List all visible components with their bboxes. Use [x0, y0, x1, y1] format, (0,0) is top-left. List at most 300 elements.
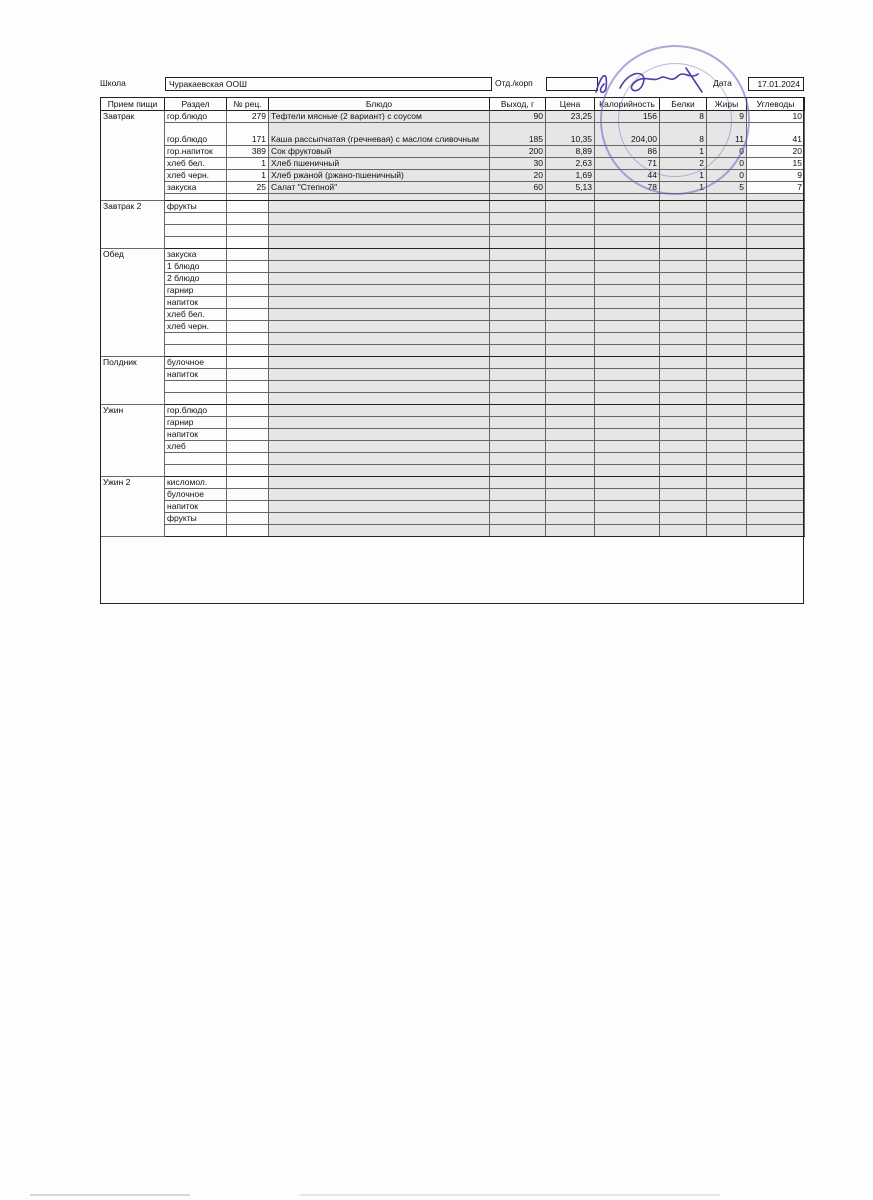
- empty-cell: [707, 525, 747, 537]
- table-row: [101, 465, 805, 477]
- empty-cell: [747, 465, 805, 477]
- col-weight-header: Выход, г: [490, 98, 546, 111]
- meal-name: Ужин: [101, 405, 165, 477]
- empty-cell: [227, 249, 269, 261]
- empty-cell: [227, 381, 269, 393]
- price-cell: 10,35: [546, 123, 595, 146]
- meal-name: Обед: [101, 249, 165, 357]
- empty-cell: [227, 213, 269, 225]
- empty-cell: [707, 297, 747, 309]
- empty-cell: [660, 417, 707, 429]
- empty-cell: [269, 309, 490, 321]
- empty-cell: [660, 501, 707, 513]
- empty-cell: [490, 513, 546, 525]
- empty-cell: [660, 237, 707, 249]
- empty-cell: [595, 369, 660, 381]
- empty-cell: [595, 525, 660, 537]
- empty-cell: [490, 194, 546, 201]
- empty-cell: [227, 285, 269, 297]
- empty-cell: [546, 381, 595, 393]
- empty-cell: [747, 225, 805, 237]
- empty-cell: [227, 201, 269, 213]
- empty-cell: [490, 525, 546, 537]
- col-fat-header: Жиры: [707, 98, 747, 111]
- protein-cell: 1: [660, 170, 707, 182]
- meal-name: Завтрак: [101, 111, 165, 201]
- empty-cell: [165, 225, 227, 237]
- empty-cell: [660, 381, 707, 393]
- carbs-cell: 15: [747, 158, 805, 170]
- empty-cell: [269, 525, 490, 537]
- empty-cell: [747, 417, 805, 429]
- empty-cell: [269, 405, 490, 417]
- section-cell: хлеб бел.: [165, 158, 227, 170]
- empty-cell: [165, 237, 227, 249]
- col-dish-header: Блюдо: [269, 98, 490, 111]
- empty-cell: [660, 429, 707, 441]
- empty-cell: [595, 333, 660, 345]
- empty-cell: [707, 273, 747, 285]
- section-cell: гарнир: [165, 285, 227, 297]
- table-row: [101, 501, 805, 513]
- empty-cell: [660, 513, 707, 525]
- date-field[interactable]: 17.01.2024: [748, 77, 804, 91]
- recipe-cell: 389: [227, 146, 269, 158]
- empty-cell: [165, 393, 227, 405]
- empty-cell: [747, 453, 805, 465]
- empty-cell: [269, 465, 490, 477]
- empty-cell: [227, 333, 269, 345]
- table-row: [101, 453, 805, 465]
- empty-cell: [707, 213, 747, 225]
- table-header-row: [101, 98, 805, 111]
- dish-cell: Каша рассыпчатая (гречневая) с маслом сливочным: [269, 123, 490, 146]
- section-cell: булочное: [165, 357, 227, 369]
- empty-cell: [490, 441, 546, 453]
- empty-cell: [269, 513, 490, 525]
- table-row: [101, 146, 805, 158]
- empty-cell: [660, 525, 707, 537]
- empty-cell: [269, 453, 490, 465]
- empty-cell: [747, 513, 805, 525]
- empty-cell: [707, 393, 747, 405]
- empty-cell: [269, 237, 490, 249]
- empty-cell: [595, 477, 660, 489]
- empty-cell: [707, 465, 747, 477]
- empty-cell: [707, 453, 747, 465]
- empty-cell: [269, 501, 490, 513]
- table-row: [101, 111, 805, 123]
- price-cell: 2,63: [546, 158, 595, 170]
- meal-name: Завтрак 2: [101, 201, 165, 249]
- empty-cell: [546, 213, 595, 225]
- table-row: [101, 158, 805, 170]
- empty-cell: [165, 213, 227, 225]
- empty-cell: [707, 309, 747, 321]
- empty-cell: [490, 489, 546, 501]
- empty-cell: [747, 237, 805, 249]
- empty-cell: [546, 237, 595, 249]
- empty-cell: [490, 201, 546, 213]
- empty-cell: [595, 357, 660, 369]
- empty-cell: [595, 201, 660, 213]
- empty-cell: [227, 345, 269, 357]
- empty-cell: [660, 357, 707, 369]
- empty-cell: [227, 501, 269, 513]
- empty-cell: [546, 261, 595, 273]
- table-row: [101, 237, 805, 249]
- empty-cell: [660, 489, 707, 501]
- carbs-cell: 20: [747, 146, 805, 158]
- table-row: [101, 429, 805, 441]
- section-cell: напиток: [165, 429, 227, 441]
- dish-cell: Салат "Степной": [269, 182, 490, 194]
- empty-cell: [490, 429, 546, 441]
- empty-cell: [546, 285, 595, 297]
- price-cell: 23,25: [546, 111, 595, 123]
- empty-cell: [747, 345, 805, 357]
- empty-cell: [227, 309, 269, 321]
- section-cell: булочное: [165, 489, 227, 501]
- weight-cell: 60: [490, 182, 546, 194]
- empty-cell: [269, 357, 490, 369]
- table-row: [101, 393, 805, 405]
- table-row: [101, 369, 805, 381]
- empty-cell: [747, 357, 805, 369]
- empty-cell: [269, 393, 490, 405]
- empty-cell: [595, 513, 660, 525]
- empty-cell: [490, 393, 546, 405]
- empty-cell: [747, 429, 805, 441]
- recipe-cell: 1: [227, 158, 269, 170]
- empty-cell: [546, 345, 595, 357]
- empty-cell: [490, 285, 546, 297]
- empty-cell: [490, 381, 546, 393]
- recipe-cell: 1: [227, 170, 269, 182]
- empty-cell: [707, 441, 747, 453]
- empty-cell: [707, 369, 747, 381]
- empty-cell: [227, 225, 269, 237]
- empty-cell: [227, 525, 269, 537]
- empty-cell: [546, 225, 595, 237]
- empty-cell: [269, 261, 490, 273]
- empty-cell: [707, 201, 747, 213]
- table-row: [101, 225, 805, 237]
- date-label: Дата: [713, 78, 732, 88]
- empty-cell: [269, 333, 490, 345]
- empty-cell: [747, 213, 805, 225]
- protein-cell: 1: [660, 182, 707, 194]
- col-recipe-header: № рец.: [227, 98, 269, 111]
- empty-cell: [546, 273, 595, 285]
- section-cell: хлеб черн.: [165, 170, 227, 182]
- empty-cell: [747, 477, 805, 489]
- dish-cell: Хлеб ржаной (ржано-пшеничный): [269, 170, 490, 182]
- empty-cell: [490, 213, 546, 225]
- empty-cell: [747, 194, 805, 201]
- empty-cell: [227, 194, 269, 201]
- col-protein-header: Белки: [660, 98, 707, 111]
- recipe-cell: 171: [227, 123, 269, 146]
- recipe-cell: 25: [227, 182, 269, 194]
- section-cell: гор.напиток: [165, 146, 227, 158]
- section-cell: гор.блюдо: [165, 405, 227, 417]
- empty-cell: [707, 249, 747, 261]
- empty-cell: [269, 213, 490, 225]
- fat-cell: 5: [707, 182, 747, 194]
- school-name-field[interactable]: Чуракаевская ООШ: [165, 77, 492, 91]
- table-row: [101, 309, 805, 321]
- empty-cell: [546, 249, 595, 261]
- table-row: [101, 201, 805, 213]
- empty-cell: [546, 201, 595, 213]
- empty-cell: [660, 249, 707, 261]
- menu-table: [100, 97, 805, 537]
- empty-cell: [595, 417, 660, 429]
- protein-cell: 1: [660, 146, 707, 158]
- empty-cell: [595, 441, 660, 453]
- col-meal-header: Прием пищи: [101, 98, 165, 111]
- empty-cell: [490, 369, 546, 381]
- empty-cell: [660, 213, 707, 225]
- empty-cell: [269, 441, 490, 453]
- empty-cell: [490, 261, 546, 273]
- empty-cell: [660, 225, 707, 237]
- empty-cell: [595, 285, 660, 297]
- empty-cell: [227, 393, 269, 405]
- section-cell: фрукты: [165, 201, 227, 213]
- empty-cell: [165, 465, 227, 477]
- empty-cell: [546, 453, 595, 465]
- dish-cell: Тефтели мясные (2 вариант) с соусом: [269, 111, 490, 123]
- meal-name: Полдник: [101, 357, 165, 405]
- empty-cell: [660, 441, 707, 453]
- empty-cell: [269, 477, 490, 489]
- calories-cell: 71: [595, 158, 660, 170]
- empty-cell: [227, 429, 269, 441]
- empty-cell: [595, 453, 660, 465]
- table-row: [101, 261, 805, 273]
- empty-cell: [546, 417, 595, 429]
- empty-cell: [269, 369, 490, 381]
- table-row: [101, 213, 805, 225]
- empty-cell: [707, 357, 747, 369]
- fat-cell: 0: [707, 170, 747, 182]
- table-row: [101, 381, 805, 393]
- empty-cell: [165, 381, 227, 393]
- empty-cell: [595, 345, 660, 357]
- empty-cell: [707, 489, 747, 501]
- empty-cell: [595, 465, 660, 477]
- fat-cell: 11: [707, 123, 747, 146]
- empty-cell: [546, 369, 595, 381]
- dept-label: Отд./корп: [495, 78, 533, 88]
- col-carbs-header: Углеводы: [747, 98, 805, 111]
- empty-cell: [707, 285, 747, 297]
- empty-cell: [660, 321, 707, 333]
- empty-cell: [595, 194, 660, 201]
- section-cell: 1 блюдо: [165, 261, 227, 273]
- empty-cell: [546, 501, 595, 513]
- empty-cell: [269, 201, 490, 213]
- empty-cell: [707, 261, 747, 273]
- empty-cell: [660, 285, 707, 297]
- section-cell: закуска: [165, 249, 227, 261]
- empty-cell: [747, 441, 805, 453]
- calories-cell: 78: [595, 182, 660, 194]
- empty-cell: [747, 201, 805, 213]
- empty-cell: [660, 345, 707, 357]
- calories-cell: 204,00: [595, 123, 660, 146]
- empty-cell: [227, 321, 269, 333]
- dept-field[interactable]: [546, 77, 598, 91]
- empty-cell: [546, 321, 595, 333]
- empty-cell: [269, 489, 490, 501]
- empty-cell: [227, 513, 269, 525]
- scan-artifact: [30, 1194, 190, 1196]
- empty-cell: [747, 297, 805, 309]
- empty-cell: [165, 333, 227, 345]
- table-row: [101, 321, 805, 333]
- table-row: [101, 170, 805, 182]
- empty-cell: [660, 201, 707, 213]
- empty-cell: [595, 501, 660, 513]
- empty-cell: [546, 393, 595, 405]
- weight-cell: 30: [490, 158, 546, 170]
- table-row: [101, 249, 805, 261]
- empty-cell: [490, 453, 546, 465]
- empty-cell: [707, 333, 747, 345]
- empty-cell: [269, 429, 490, 441]
- weight-cell: 20: [490, 170, 546, 182]
- table-row: [101, 417, 805, 429]
- empty-cell: [595, 237, 660, 249]
- empty-cell: [490, 333, 546, 345]
- empty-cell: [490, 309, 546, 321]
- carbs-cell: 9: [747, 170, 805, 182]
- empty-cell: [595, 393, 660, 405]
- empty-cell: [546, 297, 595, 309]
- empty-cell: [595, 249, 660, 261]
- table-row: [101, 345, 805, 357]
- empty-cell: [269, 417, 490, 429]
- empty-cell: [660, 273, 707, 285]
- empty-cell: [490, 297, 546, 309]
- empty-cell: [707, 417, 747, 429]
- table-row: [101, 357, 805, 369]
- empty-cell: [490, 465, 546, 477]
- protein-cell: 8: [660, 123, 707, 146]
- empty-cell: [165, 453, 227, 465]
- meal-name: Ужин 2: [101, 477, 165, 537]
- carbs-cell: 7: [747, 182, 805, 194]
- empty-cell: [707, 501, 747, 513]
- section-cell: хлеб: [165, 441, 227, 453]
- empty-cell: [269, 249, 490, 261]
- weight-cell: 200: [490, 146, 546, 158]
- dish-cell: Сок фруктовый: [269, 146, 490, 158]
- fat-cell: 9: [707, 111, 747, 123]
- empty-cell: [595, 225, 660, 237]
- empty-cell: [707, 381, 747, 393]
- empty-cell: [747, 393, 805, 405]
- empty-cell: [595, 381, 660, 393]
- empty-cell: [595, 429, 660, 441]
- empty-cell: [707, 345, 747, 357]
- empty-cell: [660, 261, 707, 273]
- empty-cell: [227, 441, 269, 453]
- empty-cell: [595, 213, 660, 225]
- empty-cell: [490, 417, 546, 429]
- col-price-header: Цена: [546, 98, 595, 111]
- calories-cell: 156: [595, 111, 660, 123]
- empty-cell: [546, 465, 595, 477]
- empty-cell: [546, 333, 595, 345]
- empty-cell: [227, 405, 269, 417]
- empty-cell: [227, 297, 269, 309]
- empty-cell: [707, 225, 747, 237]
- empty-cell: [546, 489, 595, 501]
- empty-cell: [707, 513, 747, 525]
- empty-cell: [747, 381, 805, 393]
- empty-cell: [747, 501, 805, 513]
- section-cell: хлеб черн.: [165, 321, 227, 333]
- fat-cell: 0: [707, 146, 747, 158]
- empty-cell: [546, 429, 595, 441]
- empty-cell: [660, 333, 707, 345]
- price-cell: 1,69: [546, 170, 595, 182]
- empty-cell: [490, 321, 546, 333]
- empty-cell: [490, 249, 546, 261]
- section-cell: гор.блюдо: [165, 111, 227, 123]
- empty-cell: [165, 345, 227, 357]
- empty-cell: [747, 405, 805, 417]
- empty-cell: [227, 465, 269, 477]
- carbs-cell: 10: [747, 111, 805, 123]
- school-label: Школа: [100, 78, 126, 88]
- empty-cell: [269, 273, 490, 285]
- table-row: [101, 477, 805, 489]
- carbs-cell: 41: [747, 123, 805, 146]
- table-row: [101, 273, 805, 285]
- table-row: [101, 333, 805, 345]
- col-calories-header: Калорийность: [595, 98, 660, 111]
- section-cell: напиток: [165, 297, 227, 309]
- empty-cell: [660, 465, 707, 477]
- empty-cell: [490, 237, 546, 249]
- col-section-header: Раздел: [165, 98, 227, 111]
- empty-cell: [707, 194, 747, 201]
- section-cell: фрукты: [165, 513, 227, 525]
- table-row: [101, 513, 805, 525]
- weight-cell: 90: [490, 111, 546, 123]
- empty-cell: [707, 429, 747, 441]
- section-cell: гарнир: [165, 417, 227, 429]
- table-row: [101, 525, 805, 537]
- empty-cell: [747, 261, 805, 273]
- section-cell: 2 блюдо: [165, 273, 227, 285]
- empty-cell: [490, 501, 546, 513]
- empty-cell: [227, 453, 269, 465]
- empty-cell: [546, 357, 595, 369]
- empty-cell: [227, 273, 269, 285]
- empty-cell: [490, 477, 546, 489]
- empty-cell: [269, 194, 490, 201]
- empty-cell: [546, 513, 595, 525]
- empty-cell: [227, 489, 269, 501]
- empty-cell: [546, 405, 595, 417]
- empty-cell: [546, 194, 595, 201]
